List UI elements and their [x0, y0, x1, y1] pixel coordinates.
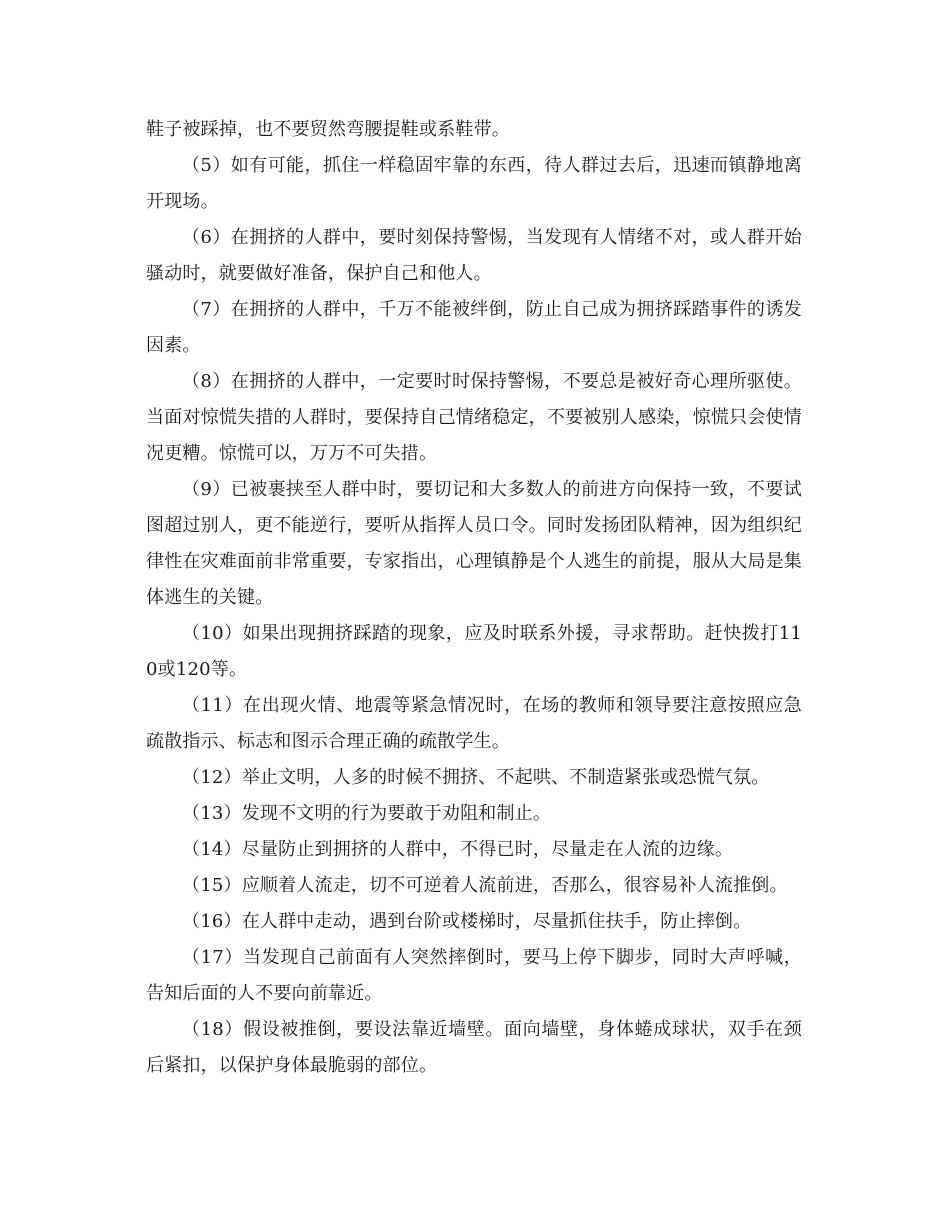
paragraph-item-16: （16）在人群中走动，遇到台阶或楼梯时，尽量抓住扶手，防止摔倒。 [182, 911, 752, 932]
paragraph-item-14: （14）尽量防止到拥挤的人群中，不得已时，尽量走在人流的边缘。 [182, 839, 734, 860]
paragraph-item-13: （13）发现不文明的行为要敢于劝阻和制止。 [182, 803, 552, 824]
paragraph-continuation: 鞋子被踩掉，也不要贸然弯腰提鞋或系鞋带。 [146, 119, 510, 140]
paragraph-item-18: （18）假设被推倒，要设法靠近墙壁。面向墙壁，身体蜷成球状，双手在颈后紧扣，以保护身体最脆弱的部位。 [146, 1019, 802, 1076]
paragraph-item-15: （15）应顺着人流走，切不可逆着人流前进，否那么，很容易补人流推倒。 [182, 875, 788, 896]
paragraph-item-12: （12）举止文明，人多的时候不拥挤、不起哄、不制造紧张或恐慌气氛。 [182, 767, 770, 788]
paragraph-item-6: （6）在拥挤的人群中，要时刻保持警惕，当发现有人情绪不对，或人群开始骚动时，就要做好准备，保护自己和他人。 [146, 227, 802, 284]
paragraph-item-8: （8）在拥挤的人群中，一定要时时保持警惕，不要总是被好奇心理所驱使。当面对惊慌失措的人群时，要保持自己情绪稳定，不要被别人感染，惊慌只会使情况更糟。惊慌可以，万万不可失措。 [146, 371, 802, 464]
paragraph-item-11: （11）在出现火情、地震等紧急情况时，在场的教师和领导要注意按照应急疏散指示、标志和图示合理正确的疏散学生。 [146, 695, 802, 752]
paragraph-item-5: （5）如有可能，抓住一样稳固牢靠的东西，待人群过去后，迅速而镇静地离开现场。 [146, 155, 802, 212]
paragraph-item-7: （7）在拥挤的人群中，千万不能被绊倒，防止自己成为拥挤踩踏事件的诱发因素。 [146, 299, 802, 356]
paragraph-item-10: （10）如果出现拥挤踩踏的现象，应及时联系外援，寻求帮助。赶快拨打110或120等。 [146, 623, 802, 680]
paragraph-item-17: （17）当发现自己前面有人突然摔倒时，要马上停下脚步，同时大声呼喊，告知后面的人不要向前靠近。 [146, 947, 802, 1004]
paragraph-item-9: （9）已被裹挟至人群中时，要切记和大多数人的前进方向保持一致，不要试图超过别人，更不能逆行，要听从指挥人员口令。同时发扬团队精神，因为组织纪律性在灾难面前非常重要，专家指出，心理镇静是个人逃生的前提，服从大局是集体逃生的关键。 [146, 479, 802, 608]
document-body [146, 112, 802, 1084]
